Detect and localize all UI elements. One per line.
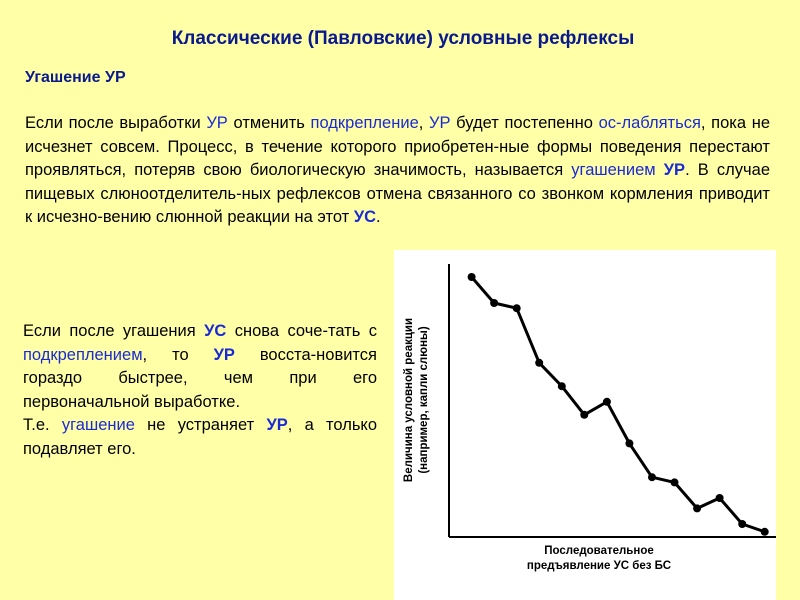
data-point-7 (603, 398, 611, 406)
restoration-paragraph (23, 320, 377, 461)
term-ur: УР (266, 416, 288, 434)
text-segment: отменить (227, 114, 311, 132)
slide-title: Классические (Павловские) условные рефлексы (171, 28, 635, 49)
x-axis-label-line-1: Последовательное (544, 545, 654, 557)
extinction-chart-panel (394, 250, 776, 600)
data-point-6 (580, 411, 588, 419)
text-segment: не устраняет (134, 416, 267, 434)
text-segment: снова соче-тать с (226, 322, 377, 340)
text-segment: , (418, 114, 430, 132)
x-axis-label-line-2: предъявление УС без БС (526, 560, 672, 572)
data-point-3 (513, 304, 521, 312)
text-segment: . (376, 208, 381, 226)
data-point-10 (671, 478, 679, 486)
data-point-4 (535, 359, 543, 367)
text-segment: , пока не исчезнет совсем. Процесс, в течение которого приобретен-ные формы поведения перестают проявляться, потеряв свою биологическую значимость, называется (25, 114, 770, 179)
series-line (472, 277, 765, 532)
text-segment: , а только подавляет его. (23, 416, 378, 458)
text-segment: Если после выработки (25, 114, 207, 132)
term-weaken: ос-лабляться (598, 114, 701, 132)
text-segment: восста-новится гораздо быстрее, чем при его первоначальной выработке. (23, 345, 377, 411)
term-reinforcement: подкрепление (310, 114, 419, 132)
y-axis-label-line-1: Величина условной реакции (403, 317, 415, 483)
term-ur: УР (429, 114, 451, 132)
data-point-5 (558, 382, 566, 390)
data-point-9 (648, 473, 656, 481)
data-point-8 (625, 439, 633, 447)
data-point-13 (738, 520, 746, 528)
text-segment: Если после угашения (23, 322, 205, 340)
term-us: УС (204, 322, 227, 340)
text-segment (656, 161, 664, 179)
data-point-11 (693, 504, 701, 512)
text-segment: Т.е. (23, 416, 62, 434)
term-reinforcement: подкреплением (23, 345, 143, 364)
data-point-2 (490, 299, 498, 307)
data-point-12 (716, 494, 724, 502)
term-extinction: угашением (571, 161, 656, 179)
section-heading: Угашение УР (25, 69, 126, 86)
data-point-14 (761, 528, 769, 536)
data-point-1 (468, 273, 476, 281)
text-segment: . В случае пищевых слюноотделитель-ных рефлексов отмена связанного со звонком кормления приводит к исчезно-вению слюнной реакции на этот (25, 161, 771, 226)
y-axis-label-line-2: (например, капли слюны) (418, 326, 430, 474)
text-segment: будет постепенно (450, 114, 599, 132)
text-segment: , то (142, 345, 214, 364)
extinction-chart (394, 250, 776, 600)
extinction-paragraph (25, 112, 770, 230)
term-ur: УР (663, 161, 686, 179)
term-ur: УР (206, 114, 228, 132)
term-extinction: угашение (61, 416, 135, 434)
term-us: УС (353, 208, 377, 226)
term-ur: УР (213, 345, 235, 364)
